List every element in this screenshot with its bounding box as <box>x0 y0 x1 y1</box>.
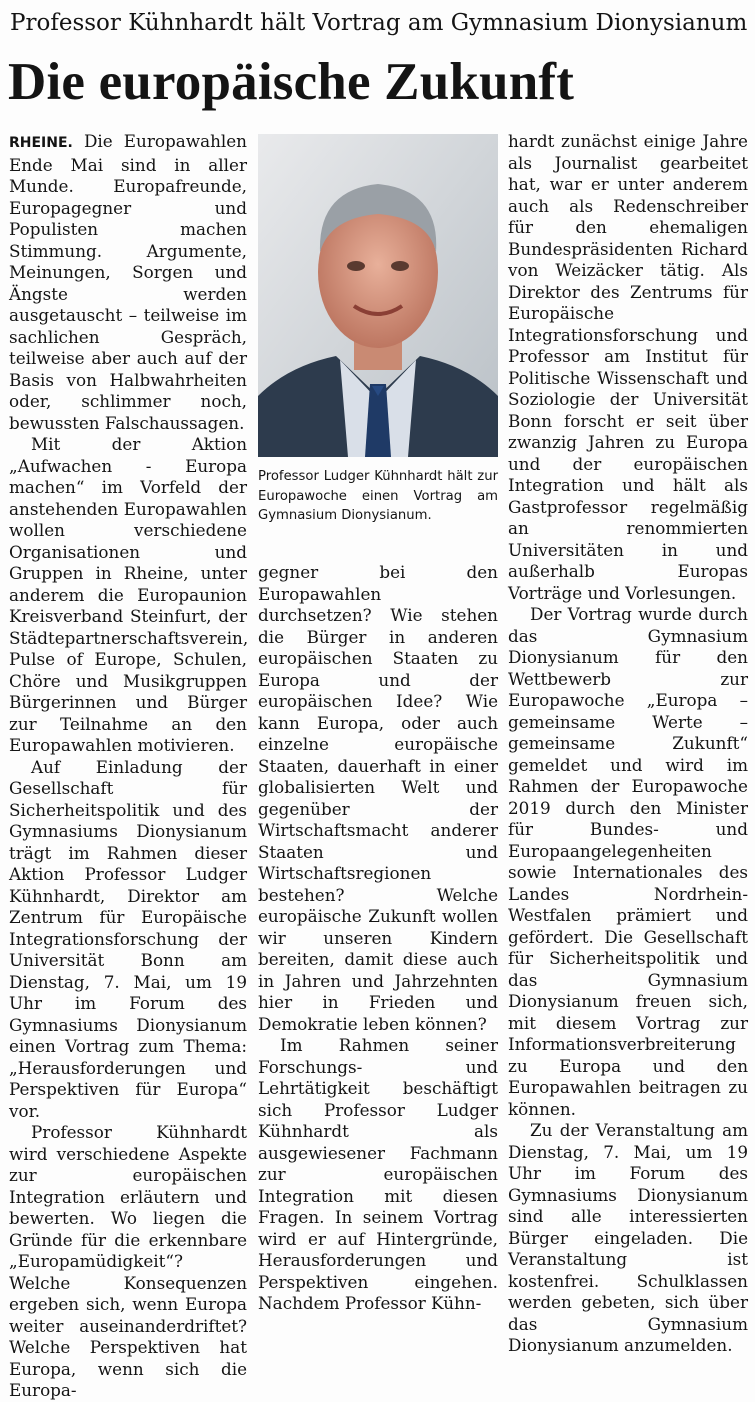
text-column-2 <box>258 562 498 1315</box>
paragraph: Professor Kühnhardt wird verschiedene Aspekte zur europäischen Integration erläutern und bewerten. Wo liegen die Gründe für die erkennbare „Europamüdigkeit“? Welche Konsequenzen ergeben sich, wenn Europa weiter auseinanderdriftet? Welche Perspektiven hat Europa, wenn sich die Europa- <box>9 1122 247 1400</box>
paragraph: Auf Einladung der Gesellschaft für Sicherheitspolitik und des Gymnasiums Dionysianum trägt im Rahmen dieser Aktion Professor Ludger Kühnhardt, Direktor am Zentrum für Europäische Integrationsforschung der Universität Bonn am Dienstag, 7. Mai, um 19 Uhr im Forum des Gymnasiums Dionysianum einen Vortrag zum Thema: „Herausforderungen und Perspektiven für Europa“ vor. <box>9 756 247 1121</box>
paragraph: hardt zunächst einige Jahre als Journalist gearbeitet hat, war er unter anderem auch als Redenschreiber für den ehemaligen Bundespräsidenten Richard von Weizäcker tätig. Als Direktor des Zentrums für Europäische Integrationsforschung und Professor am Institut für Politische Wissenschaft und Soziologie der Universität Bonn forscht er seit über zwanzig Jahren zu Europa und der europäischen Integration und hält als Gastprofessor regelmäßig an renommierten Universitäten in und außerhalb Europas Vorträge und Vorlesungen. <box>508 131 748 603</box>
photo-caption: Professor Ludger Kühnhardt hält zur Europawoche einen Vortrag am Gymnasium Dionysianum. <box>258 469 498 523</box>
paragraph <box>9 131 247 434</box>
paragraph: Der Vortrag wurde durch das Gymnasium Dionysianum für den Wettbewerb zur Europawoche „Europa – gemeinsame Werte – gemeinsame Zukunft“ gemeldet und wird im Rahmen der Europawoche 2019 durch den Minister für Bundes- und Europaangelegenheiten sowie Internationales des Landes Nordrhein-Westfalen prämiert und gefördert. Die Gesellschaft für Sicherheitspolitik und das Gymnasium Dionysianum freuen sich, mit diesem Vortrag zur Informationsverbreiterung zu Europa und den Europawahlen beitragen zu können. <box>508 604 748 1119</box>
portrait-photo <box>258 134 498 457</box>
paragraph: Mit der Aktion „Aufwachen - Europa machen“ im Vorfeld der anstehenden Europawahlen wollen verschiedene Organisationen und Gruppen in Rheine, unter anderem die Europaunion Kreisverband Steinfurt, der Städtepartnerschaftsverein, Pulse of Europe, Schulen, Chöre und Musikgruppen Bürgerinnen und Bürger zur Teilnahme an den Europawahlen motivieren. <box>9 434 249 755</box>
article-headline: Die europäische Zukunft <box>8 53 575 111</box>
paragraph-text: Die Europawahlen Ende Mai sind in aller Munde. Europafreunde, Europagegner und Populisten machen Stimmung. Argumente, Meinungen, Sorgen und Ängste werden ausgetauscht – teilweise im sachlichen Gespräch, teilweise aber auch auf der Basis von Halbwahrheiten oder, schlimmer noch, bewussten Falschaussagen. <box>9 131 247 433</box>
article-kicker: Professor Kühnhardt hält Vortrag am Gymnasium Dionysianum <box>10 10 748 36</box>
text-column-3 <box>508 131 748 1357</box>
dateline: RHEINE. <box>9 135 73 151</box>
paragraph: Zu der Veranstaltung am Dienstag, 7. Mai, um 19 Uhr im Forum des Gymnasiums Dionysianum sind alle interessierten Bürger eingeladen. Die Veranstaltung ist kostenfrei. Schulklassen werden gebeten, sich über das Gymnasium Dionysianum anzumelden. <box>508 1120 748 1355</box>
text-column-1 <box>9 131 247 1402</box>
paragraph: gegner bei den Europawahlen durchsetzen? Wie stehen die Bürger in anderen europäischen Staaten zu Europa und der europäischen Idee? Wie kann Europa, oder auch einzelne europäische Staaten, dauerhaft in einer globalisierten Welt und gegenüber der Wirtschaftsmacht anderer Staaten und Wirtschaftsregionen bestehen? Welche europäische Zukunft wollen wir unseren Kindern bereiten, damit diese auch in Jahren und Jahrzehnten hier in Frieden und Demokratie leben können? <box>258 562 498 1034</box>
paragraph: Im Rahmen seiner Forschungs- und Lehrtätigkeit beschäftigt sich Professor Ludger Kühnhardt als ausgewiesener Fachmann zur europäischen Integration mit diesen Fragen. In seinem Vortrag wird er auf Hintergründe, Herausforderungen und Perspektiven eingehen. Nachdem Professor Kühn- <box>258 1035 498 1313</box>
